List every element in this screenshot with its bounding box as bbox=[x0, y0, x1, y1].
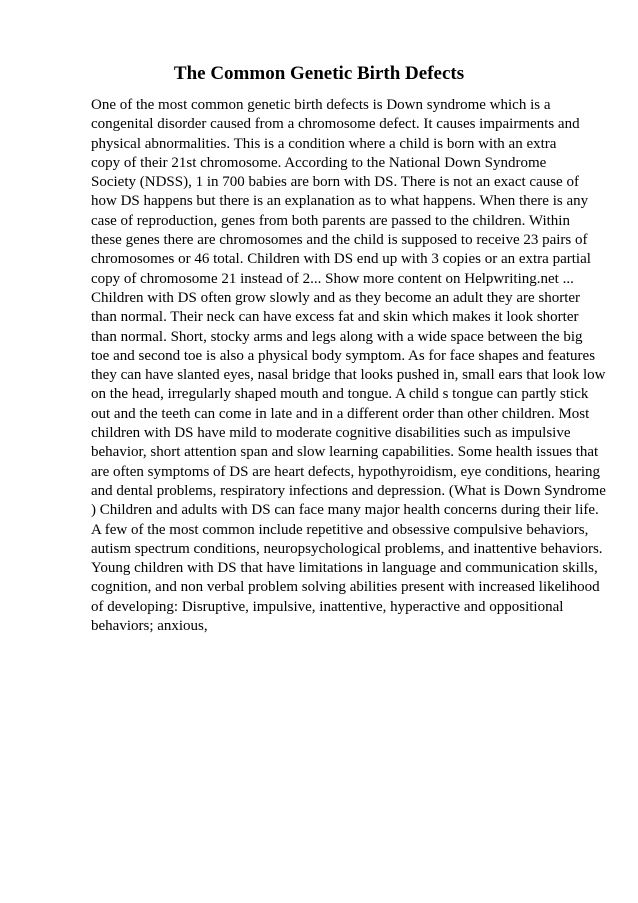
document-title: The Common Genetic Birth Defects bbox=[173, 63, 465, 84]
body-line: these genes there are chromosomes and the child is supposed to receive 23 pairs of bbox=[91, 232, 588, 249]
body-line: congenital disorder caused from a chromosome defect. It causes impairments and bbox=[91, 116, 580, 133]
body-line: Society (NDSS), 1 in 700 babies are born with DS. There is not an exact cause of bbox=[91, 174, 579, 191]
body-line: cognition, and non verbal problem solving abilities present with increased likelihood bbox=[91, 579, 600, 596]
body-line: Children with DS often grow slowly and as they become an adult they are shorter bbox=[91, 289, 581, 306]
body-line: how DS happens but there is an explanation as to what happens. When there is any bbox=[91, 193, 589, 210]
body-line: are often symptoms of DS are heart defects, hypothyroidism, eye conditions, hearing bbox=[91, 463, 601, 480]
body-line: than normal. Short, stocky arms and legs along with a wide space between the big bbox=[91, 328, 583, 345]
body-line: A few of the most common include repetitive and obsessive compulsive behaviors, bbox=[91, 521, 589, 538]
body-line: Young children with DS that have limitations in language and communication skills, bbox=[91, 560, 598, 577]
body-line: ) Children and adults with DS can face many major health concerns during their life. bbox=[91, 502, 599, 519]
body-line: they can have slanted eyes, nasal bridge that looks pushed in, small ears that look low bbox=[91, 367, 606, 384]
body-line: than normal. Their neck can have excess fat and skin which makes it look shorter bbox=[91, 309, 579, 326]
body-line: and dental problems, respiratory infections and depression. (What is Down Syndrome bbox=[91, 482, 606, 499]
body-line: copy of their 21st chromosome. According to the National Down Syndrome bbox=[91, 154, 547, 171]
body-line: on the head, irregularly shaped mouth and tongue. A child s tongue can partly stick bbox=[91, 386, 589, 403]
body-line: physical abnormalities. This is a condition where a child is born with an extra bbox=[91, 135, 557, 152]
document-body bbox=[91, 96, 611, 636]
body-line: children with DS have mild to moderate cognitive disabilities such as impulsive bbox=[91, 425, 571, 442]
body-line: One of the most common genetic birth defects is Down syndrome which is a bbox=[91, 97, 551, 113]
body-line: autism spectrum conditions, neuropsychological problems, and inattentive behaviors. bbox=[91, 540, 603, 557]
body-line: behaviors; anxious, bbox=[91, 618, 208, 635]
body-line: toe and second toe is also a physical body symptom. As for face shapes and features bbox=[91, 347, 596, 364]
body-line: out and the teeth can come in late and in a different order than other children. Most bbox=[91, 405, 590, 422]
body-line: behavior, short attention span and slow learning capabilities. Some health issues that bbox=[91, 444, 599, 461]
body-line: copy of chromosome 21 instead of 2... Show more content on Helpwriting.net ... bbox=[91, 270, 574, 287]
body-line: of developing: Disruptive, impulsive, inattentive, hyperactive and oppositional bbox=[91, 598, 564, 615]
body-line: case of reproduction, genes from both parents are passed to the children. Within bbox=[91, 212, 570, 229]
body-line: chromosomes or 46 total. Children with DS end up with 3 copies or an extra partial bbox=[91, 251, 591, 268]
